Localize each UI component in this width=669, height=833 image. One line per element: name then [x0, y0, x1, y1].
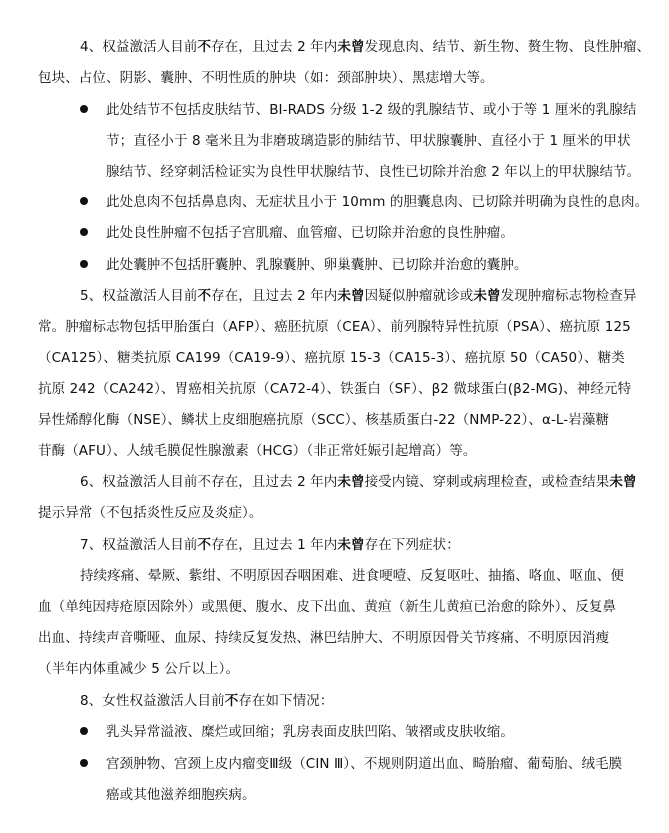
bullet-text: 癌或其他滋养细胞疾病。 [106, 787, 256, 803]
text-span: 发现肿瘤标志物检查异 [500, 288, 637, 304]
bold-span: 未曾 [473, 288, 501, 304]
text-span: 存在如下情况： [238, 693, 334, 709]
bold-span: 未曾 [609, 474, 637, 490]
bullet-text: 宫颈肿物、宫颈上皮内瘤变Ⅲ级（CIN Ⅲ）、不规则阴道出血、畸胎瘤、葡萄胎、绒毛膜 [106, 756, 623, 772]
text-span: 存在，且过去 2 年内 [211, 288, 338, 304]
bullet-text: 此处良性肿瘤不包括子宫肌瘤、血管瘤、已切除并治愈的良性肿瘤。 [106, 225, 514, 241]
text-span: 8、女性权益激活人目前 [80, 693, 225, 709]
item6-line1 [80, 467, 637, 497]
item7-line1 [80, 530, 460, 560]
text-span: 4、权益激活人目前 [80, 39, 198, 55]
item4-line1 [80, 32, 650, 62]
bold-span: 未曾 [337, 288, 365, 304]
item8-line1 [80, 686, 334, 716]
bullet-icon [80, 197, 88, 205]
bold-span: 未曾 [337, 474, 365, 490]
paragraph-line: 出血、持续声音嘶哑、血尿、持续反复发热、淋巴结肿大、不明原因骨关节疼痛、不明原因消瘦 [38, 630, 610, 646]
bullet-icon [80, 105, 88, 113]
paragraph-line: 抗原 242（CA242）、胃癌相关抗原（CA72-4）、铁蛋白（SF）、β2 微球蛋白(β2-MG)、神经元特 [38, 381, 632, 397]
text-span: 存在下列症状： [364, 537, 460, 553]
text-span: 因疑似肿瘤就诊或 [364, 288, 474, 304]
bullet-icon [80, 727, 88, 735]
bullet-icon [80, 228, 88, 236]
paragraph-line: 常。肿瘤标志物包括甲胎蛋白（AFP）、癌胚抗原（CEA）、前列腺特异性抗原（PSA）、癌抗原 125 [38, 319, 631, 335]
paragraph-line: 持续疼痛、晕厥、紫绀、不明原因吞咽困难、进食哽噎、反复呕吐、抽搐、咯血、呕血、便 [80, 568, 624, 584]
bold-span: 未曾 [337, 39, 365, 55]
bullet-icon [80, 759, 88, 767]
paragraph-line: 异性烯醇化酶（NSE）、鳞状上皮细胞癌抗原（SCC）、核基质蛋白-22（NMP-22）、α-L-岩藻糖 [38, 412, 610, 428]
paragraph-line: （CA125）、糖类抗原 CA199（CA19-9）、癌抗原 15-3（CA15-3）、癌抗原 50（CA50）、糖类 [38, 350, 625, 366]
text-span: 7、权益激活人目前 [80, 537, 198, 553]
bold-span: 不 [197, 537, 212, 553]
bullet-text: 此处结节不包括皮肤结节、BI-RADS 分级 1-2 级的乳腺结节、或小于等 1 厘米的乳腺结 [106, 102, 637, 118]
paragraph-line: 苷酶（AFU）、人绒毛膜促性腺激素（HCG）（非正常妊娠引起增高）等。 [38, 443, 477, 459]
bullet-text: 此处囊肿不包括肝囊肿、乳腺囊肿、卵巢囊肿、已切除并治愈的囊肿。 [106, 257, 528, 273]
item5-line1 [80, 281, 637, 311]
bullet-icon [80, 260, 88, 268]
bullet-text: 此处息肉不包括鼻息肉、无症状且小于 10mm 的胆囊息肉、已切除并明确为良性的息肉。 [106, 194, 649, 210]
text-span: 存在，且过去 2 年内 [211, 39, 338, 55]
text-span: 存在，且过去 1 年内 [211, 537, 338, 553]
bold-span: 不 [197, 288, 212, 304]
paragraph-line: 血（单纯因痔疮原因除外）或黑便、腹水、皮下出血、黄疸（新生儿黄疸已治愈的除外）、反复鼻 [38, 599, 617, 615]
bullet-text: 腺结节、经穿刺活检证实为良性甲状腺结节、良性已切除并治愈 2 年以上的甲状腺结节。 [106, 164, 641, 180]
paragraph-line: （半年内体重减少 5 公斤以上）。 [38, 661, 240, 677]
text-span: 5、权益激活人目前 [80, 288, 198, 304]
item6-line2: 提示异常（不包括炎性反应及炎症）。 [38, 505, 263, 521]
bullet-text: 节；直径小于 8 毫米且为非磨玻璃造影的肺结节、甲状腺囊肿、直径小于 1 厘米的甲状 [106, 133, 631, 149]
bold-span: 未曾 [337, 537, 365, 553]
text-span: 6、权益激活人目前不存在，且过去 2 年内 [80, 474, 338, 490]
bold-span: 不 [197, 39, 212, 55]
text-span: 接受内镜、穿刺或病理检查，或检查结果 [364, 474, 610, 490]
bold-span: 不 [224, 693, 239, 709]
item4-line2: 包块、占位、阴影、囊肿、不明性质的肿块（如：颈部肿块）、黑痣增大等。 [38, 70, 494, 86]
bullet-text: 乳头异常溢液、糜烂或回缩；乳房表面皮肤凹陷、皱褶或皮肤收缩。 [106, 724, 514, 740]
text-span: 发现息肉、结节、新生物、赘生物、良性肿瘤、 [364, 39, 651, 55]
